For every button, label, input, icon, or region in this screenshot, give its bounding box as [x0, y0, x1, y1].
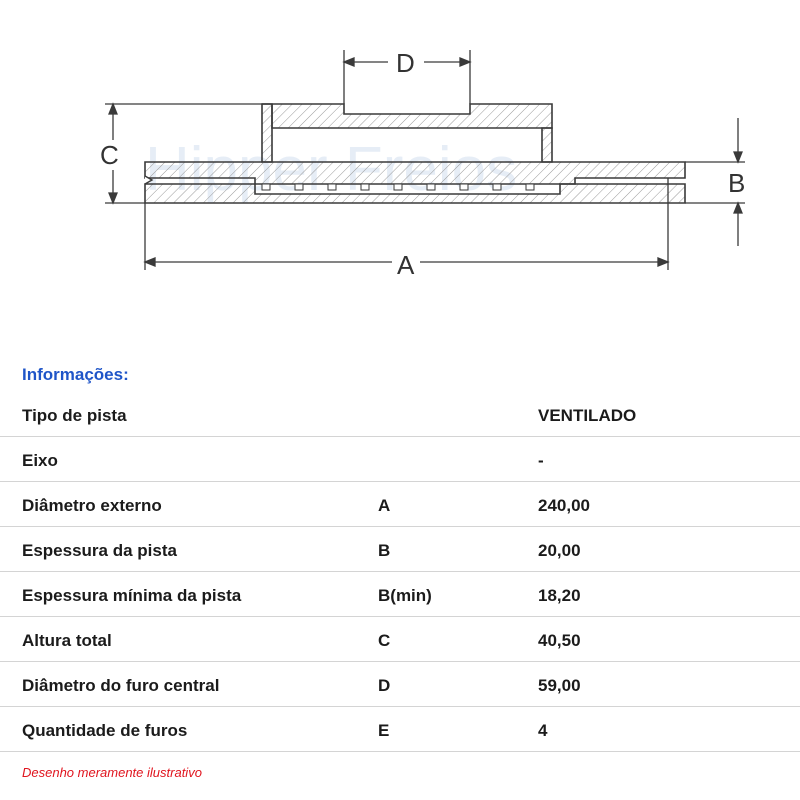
- dimension-c-label: C: [100, 140, 119, 170]
- table-row: [0, 707, 800, 752]
- info-title: Informações:: [22, 365, 129, 384]
- row-label: Eixo: [22, 451, 58, 470]
- dimension-d-label: D: [396, 48, 415, 78]
- row-value: 4: [538, 721, 548, 740]
- row-value: 18,20: [538, 586, 581, 605]
- disclaimer-text: Desenho meramente ilustrativo: [22, 765, 202, 780]
- row-code: E: [378, 721, 390, 740]
- row-code: C: [378, 631, 391, 650]
- spec-table: [0, 392, 800, 752]
- row-code: D: [378, 676, 391, 695]
- row-label: Diâmetro externo: [22, 496, 162, 515]
- row-code: A: [378, 496, 391, 515]
- table-row: [0, 662, 800, 707]
- table-row: [0, 437, 800, 482]
- row-value: 240,00: [538, 496, 590, 515]
- row-value: 59,00: [538, 676, 581, 695]
- row-code: B(min): [378, 586, 432, 605]
- row-value: VENTILADO: [538, 406, 637, 425]
- dimension-b-label: B: [728, 168, 746, 198]
- table-row: [0, 392, 800, 437]
- row-label: Espessura da pista: [22, 541, 177, 560]
- table-row: [0, 617, 800, 662]
- row-label: Quantidade de furos: [22, 721, 188, 740]
- row-value: -: [538, 451, 544, 470]
- brake-disc-drawing: [0, 0, 800, 330]
- dimension-a-label: A: [397, 250, 415, 280]
- row-value: 40,50: [538, 631, 581, 650]
- row-label: Diâmetro do furo central: [22, 676, 220, 695]
- table-row: [0, 482, 800, 527]
- row-label: Espessura mínima da pista: [22, 586, 242, 605]
- row-label: Tipo de pista: [22, 406, 127, 425]
- row-code: B: [378, 541, 391, 560]
- row-value: 20,00: [538, 541, 581, 560]
- table-row: [0, 527, 800, 572]
- row-label: Altura total: [22, 631, 112, 650]
- table-row: [0, 572, 800, 617]
- vent-vanes: [262, 184, 534, 190]
